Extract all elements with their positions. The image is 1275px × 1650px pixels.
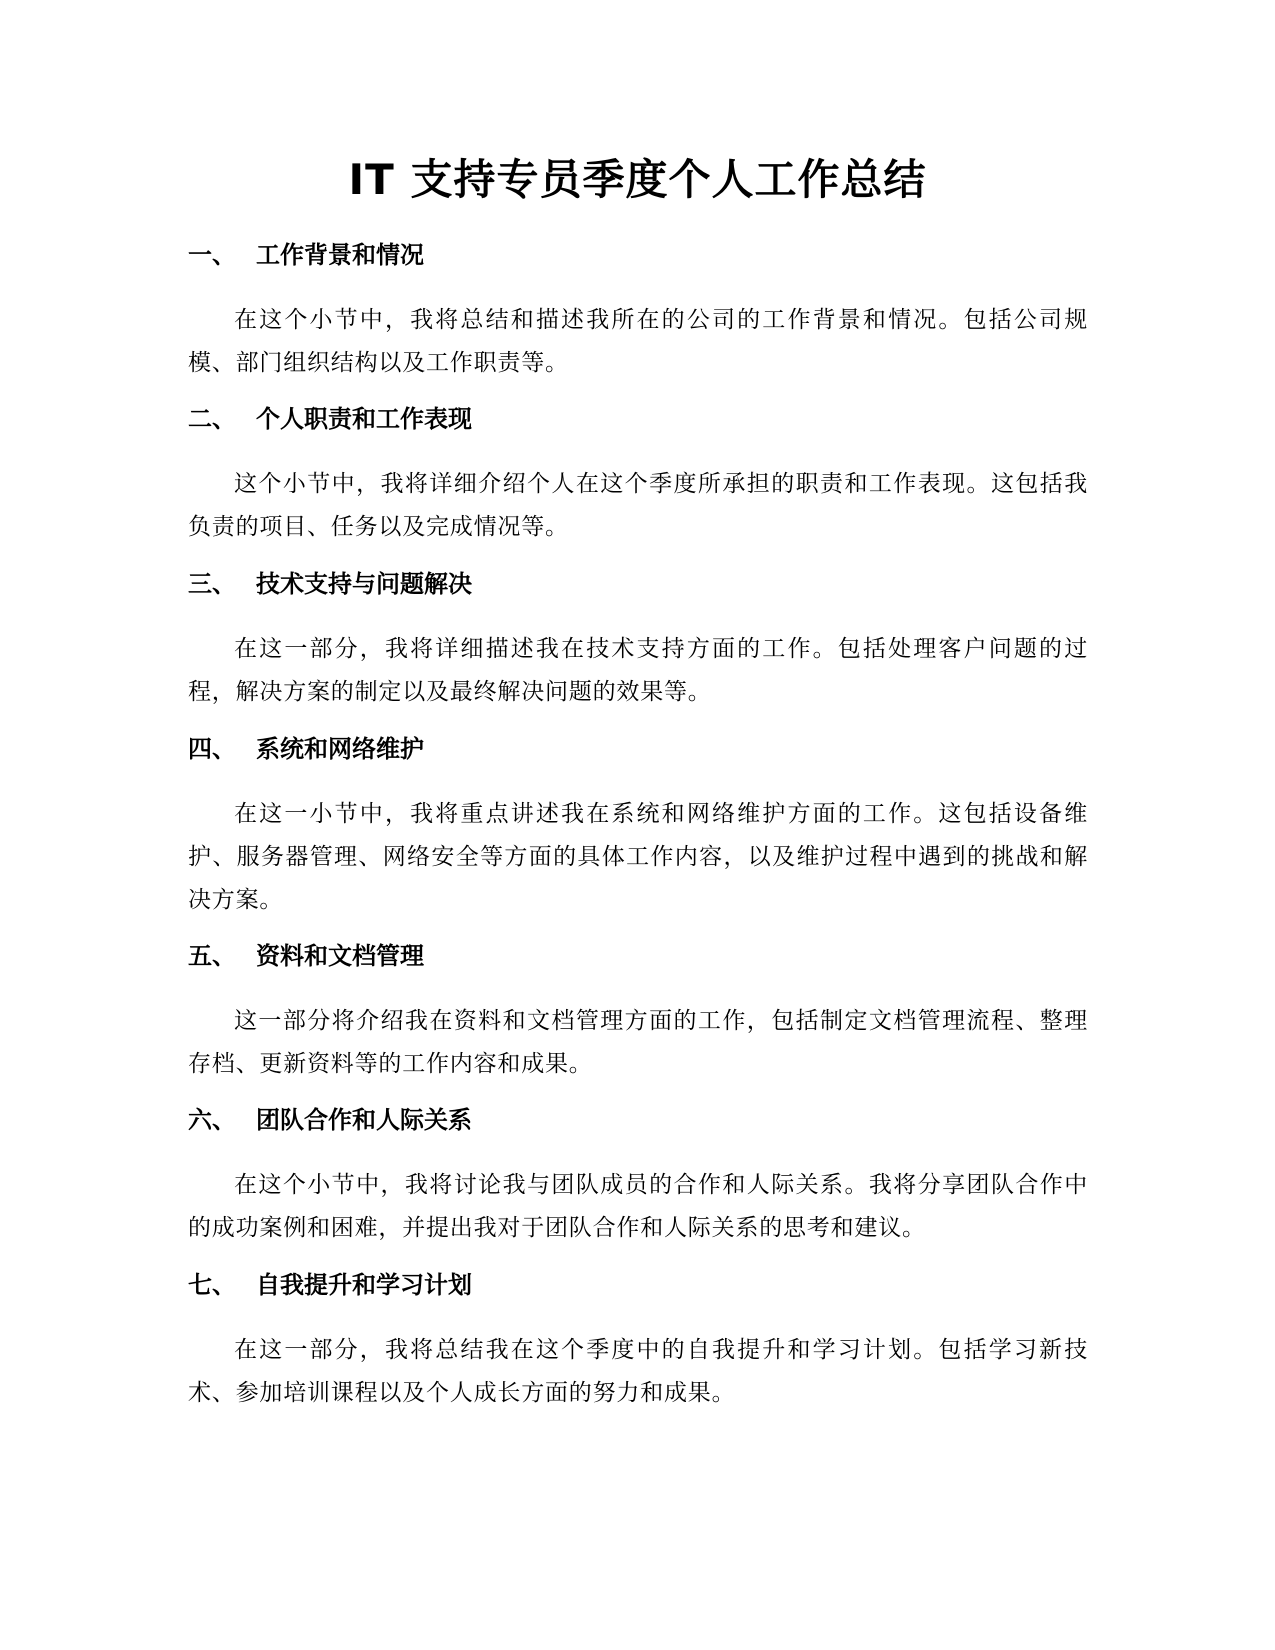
section-number: 二、 xyxy=(188,405,236,433)
section-title: 系统和网络维护 xyxy=(256,735,424,763)
section-heading xyxy=(188,401,1088,437)
section-number: 三、 xyxy=(188,570,236,598)
section-system-network xyxy=(188,731,1088,922)
section-title: 个人职责和工作表现 xyxy=(256,405,472,433)
section-heading xyxy=(188,1267,1088,1303)
section-heading xyxy=(188,1102,1088,1138)
section-title: 技术支持与问题解决 xyxy=(256,570,472,598)
section-tech-support xyxy=(188,566,1088,714)
section-body: 在这个小节中，我将总结和描述我所在的公司的工作背景和情况。包括公司规模、部门组织结构以及工作职责等。 xyxy=(188,307,1088,376)
section-heading xyxy=(188,731,1088,767)
section-self-improvement xyxy=(188,1267,1088,1415)
section-heading xyxy=(188,938,1088,974)
section-teamwork xyxy=(188,1102,1088,1250)
section-body: 在这一部分，我将详细描述我在技术支持方面的工作。包括处理客户问题的过程，解决方案的制定以及最终解决问题的效果等。 xyxy=(188,636,1088,705)
section-number: 四、 xyxy=(188,735,236,763)
section-body: 在这一部分，我将总结我在这个季度中的自我提升和学习计划。包括学习新技术、参加培训课程以及个人成长方面的努力和成果。 xyxy=(188,1337,1088,1406)
section-title: 工作背景和情况 xyxy=(256,241,424,269)
section-number: 五、 xyxy=(188,942,236,970)
section-title: 自我提升和学习计划 xyxy=(256,1271,472,1299)
section-documentation xyxy=(188,938,1088,1086)
section-title: 团队合作和人际关系 xyxy=(256,1106,472,1134)
section-heading xyxy=(188,566,1088,602)
section-number: 七、 xyxy=(188,1271,236,1299)
section-duties-performance xyxy=(188,401,1088,549)
page-title: IT 支持专员季度个人工作总结 xyxy=(348,155,927,204)
section-body: 这个小节中，我将详细介绍个人在这个季度所承担的职责和工作表现。这包括我负责的项目、任务以及完成情况等。 xyxy=(188,471,1088,540)
section-number: 六、 xyxy=(188,1106,236,1134)
section-body: 在这一小节中，我将重点讲述我在系统和网络维护方面的工作。这包括设备维护、服务器管理、网络安全等方面的具体工作内容，以及维护过程中遇到的挑战和解决方案。 xyxy=(188,801,1088,913)
section-title: 资料和文档管理 xyxy=(256,942,424,970)
section-body: 这一部分将介绍我在资料和文档管理方面的工作，包括制定文档管理流程、整理存档、更新资料等的工作内容和成果。 xyxy=(188,1008,1088,1077)
section-heading xyxy=(188,237,1088,273)
section-work-background xyxy=(188,237,1088,385)
section-body: 在这个小节中，我将讨论我与团队成员的合作和人际关系。我将分享团队合作中的成功案例和困难，并提出我对于团队合作和人际关系的思考和建议。 xyxy=(188,1172,1088,1241)
section-number: 一、 xyxy=(188,241,236,269)
